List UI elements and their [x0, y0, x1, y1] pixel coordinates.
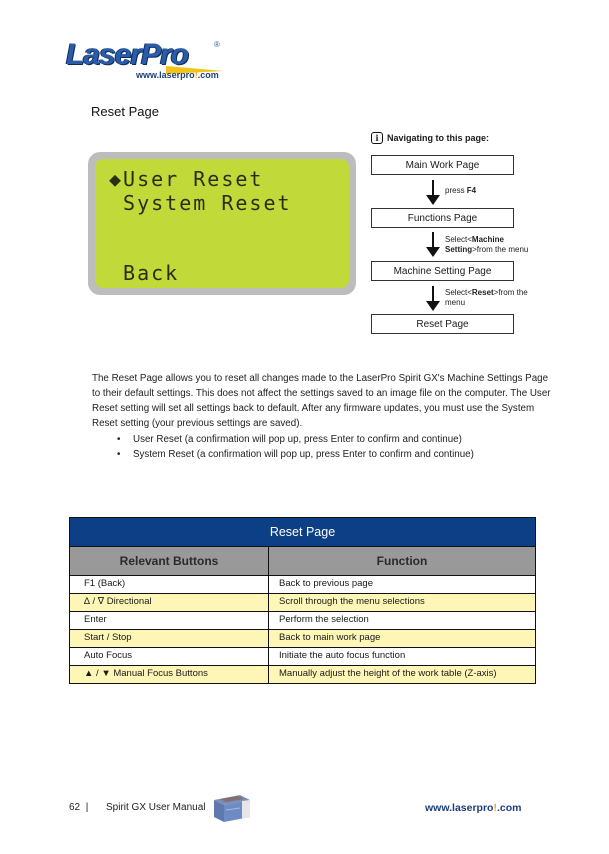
flow-note-select-machine-setting: Select<Machine Setting>from the menu [445, 235, 529, 254]
table-cell-button: Auto Focus [70, 648, 269, 665]
table-cell-function: Manually adjust the height of the work table (Z-axis) [279, 668, 497, 679]
bullet-item-system-reset: • System Reset (a confirmation will pop up, press Enter to confirm and continue) [117, 449, 474, 460]
navigation-header-text: Navigating to this page: [387, 133, 490, 143]
section-title: Reset Page [91, 104, 159, 119]
footer-url: www.laserpro!.com [425, 802, 522, 814]
table-cell-button: F1 (Back) [70, 576, 269, 593]
table-cell-function: Back to main work page [279, 632, 381, 643]
lcd-display [88, 152, 356, 295]
lcd-screen [95, 159, 349, 288]
registered-mark: ® [214, 40, 220, 49]
table-cell-function: Scroll through the menu selections [279, 596, 425, 607]
lcd-line-user-reset: ◆User Reset [109, 167, 264, 191]
table-row [70, 612, 535, 630]
flow-note-select-reset: Select<Reset>from the menu [445, 288, 528, 307]
table-cell-function: Perform the selection [279, 614, 369, 625]
table-row [70, 594, 535, 612]
laserpro-logo [66, 38, 226, 84]
table-row [70, 576, 535, 594]
table-header-row [70, 547, 535, 576]
bullet-item-user-reset: • User Reset (a confirmation will pop up, press Enter to confirm and continue) [117, 434, 462, 445]
flow-box-functions-page: Functions Page [371, 208, 514, 228]
navigation-header [371, 132, 489, 144]
lcd-line-system-reset: System Reset [109, 191, 292, 215]
table-cell-button: ∆ / ∇ Directional [70, 594, 269, 611]
flow-box-machine-setting-page: Machine Setting Page [371, 261, 514, 281]
laser-engraver-image [210, 792, 252, 824]
lcd-line-back: Back [109, 261, 180, 285]
info-icon: i [371, 132, 383, 144]
table-cell-button: Enter [70, 612, 269, 629]
column-header-function: Function [376, 554, 428, 568]
flow-note-press-f4: press F4 [445, 186, 477, 195]
bullet-icon: • [117, 449, 121, 460]
footer-page-number: 62 | [69, 802, 89, 813]
footer-manual-title: Spirit GX User Manual [106, 802, 206, 813]
table-cell-button: Start / Stop [70, 630, 269, 647]
table-cell-function: Initiate the auto focus function [279, 650, 406, 661]
table-cell-button: ▲ / ▼ Manual Focus Buttons [70, 666, 269, 683]
flow-box-main-work-page: Main Work Page [371, 155, 514, 175]
bullet-list [117, 432, 537, 462]
down-arrow-icon [426, 232, 440, 258]
table-row [70, 630, 535, 648]
reset-page-table [69, 517, 536, 684]
flow-box-reset-page: Reset Page [371, 314, 514, 334]
down-arrow-icon [426, 180, 440, 206]
table-row [70, 648, 535, 666]
table-cell-function: Back to previous page [279, 578, 374, 589]
logo-wordmark: LaserPro [66, 38, 189, 71]
down-arrow-icon [426, 286, 440, 312]
column-header-buttons: Relevant Buttons [70, 547, 269, 575]
table-row [70, 666, 535, 683]
description-paragraph: The Reset Page allows you to reset all changes made to the LaserPro Spirit GX's Machine Settings Page to their default settings. This does not affect the settings saved to an image file on the computer. The User Reset setting will set all settings back to default. After any firmware updates, you must use the System Reset setting (your previous settings are saved). [92, 373, 551, 429]
table-title: Reset Page [70, 518, 535, 547]
bullet-icon: • [117, 434, 121, 445]
logo-url: www.laserpro!.com [136, 70, 219, 80]
